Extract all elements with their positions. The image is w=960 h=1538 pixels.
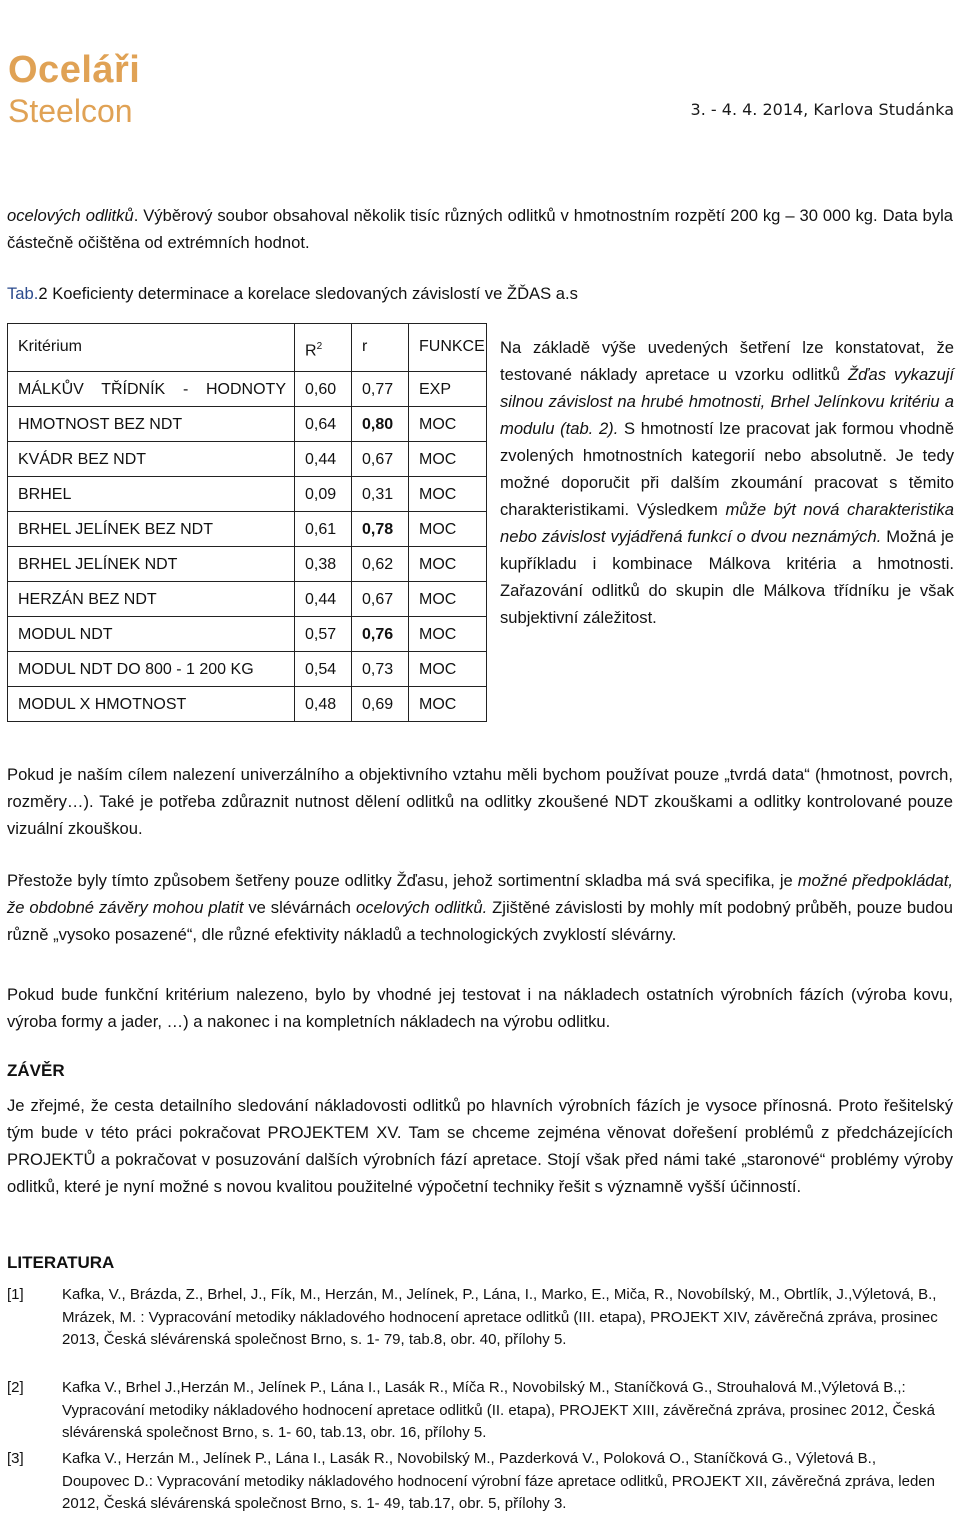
- cell-r2: 0,09: [295, 477, 352, 512]
- para2-d-italic: ocelových odlitků.: [355, 898, 488, 917]
- side-text-3: S hmotností lze pracovat jak formou vhodně zvolených hmotnostních kategorií nebo absolutně. Je tedy možné doporučit při dalším zkoumání pracovat s těmito charakteristikami. Výsledkem: [500, 419, 954, 519]
- table-caption-prefix: Tab.: [7, 284, 39, 303]
- table-row: [8, 582, 487, 617]
- cell-function: MOC: [409, 617, 487, 652]
- conclusion-paragraph: Je zřejmé, že cesta detailního sledování nákladovosti odlitků po hlavních výrobních fázích je vysoce přínosná. Proto řešitelský tým bude v této práci pokračovat PROJEKTEM XV. Tam se chceme zejména věnovat dořešení problémů z předcházejících PROJEKTŮ a pokračovat v posuzování dalších výrobních fází apretace. Stojí však před námi také „staronové“ problémy výroby odlitků, které je nyní možné s novou kvalitou použitelné výpočetní techniky řešit s významně vyšší účinností.: [7, 1096, 953, 1196]
- header-function: FUNKCE: [409, 324, 487, 372]
- conference-logo: [8, 6, 148, 129]
- literature-heading: LITERATURA: [7, 1253, 115, 1272]
- cell-r: 0,78: [352, 512, 409, 547]
- paragraph-functional-criterion: Pokud bude funkční kritérium nalezeno, bylo by vhodné jej testovat i na nákladech ostatních výrobních fázích (výroba kovu, výroba formy a jader, …) a nakonec i na kompletních nákladech na výrobu odlitku.: [7, 985, 953, 1031]
- reference-number: [2]: [7, 1379, 24, 1396]
- logo-line-steelcon: Steelcon: [8, 93, 133, 129]
- reference-text: Kafka V., Brhel J.,Herzán M., Jelínek P., Lána I., Lasák R., Míča R., Novobilský M., Staníčková G., Strouhalová M.,Výletová B.,: Vypracování metodiky nákladového hodnocení apretace odlitků (II. etapa), PROJEKT XIII, závěrečná zpráva, prosinec 2012, Česká slévárenská společnost Brno, s. 1- 60, tab.13, obr. 16, přílohy 5.: [62, 1379, 935, 1441]
- cell-r: 0,80: [352, 407, 409, 442]
- header-r: r: [352, 324, 409, 372]
- side-text-1: Na základě výše uvedených šetření lze konstatovat, že testované náklady apretace u vzorku odlitků: [500, 338, 954, 384]
- cell-r: 0,77: [352, 372, 409, 407]
- cell-criterion: HMOTNOST BEZ NDT: [8, 407, 295, 442]
- cell-criterion: BRHEL JELÍNEK BEZ NDT: [8, 512, 295, 547]
- table-row: [8, 442, 487, 477]
- cell-r: 0,31: [352, 477, 409, 512]
- cell-r: 0,62: [352, 547, 409, 582]
- intro-text: . Výběrový soubor obsahoval několik tisíc různých odlitků v hmotnostním rozpětí 200 kg – 30 000 kg. Data byla částečně očištěna od extrémních hodnot.: [7, 206, 953, 252]
- cell-r2: 0,44: [295, 442, 352, 477]
- cell-function: MOC: [409, 652, 487, 687]
- cell-r2: 0,60: [295, 372, 352, 407]
- side-text-4-italic: může být nová charakteristika nebo závislost vyjádřená funkcí o dvou neznámých.: [500, 500, 954, 546]
- cell-r2: 0,38: [295, 547, 352, 582]
- cell-r: 0,73: [352, 652, 409, 687]
- cell-r2: 0,64: [295, 407, 352, 442]
- cell-criterion: MODUL NDT DO 800 - 1 200 KG: [8, 652, 295, 687]
- cell-function: MOC: [409, 442, 487, 477]
- cell-r: 0,67: [352, 582, 409, 617]
- side-text-5: Možná je kupříkladu i kombinace Málkova kritéria a hmotnosti. Zařazování odlitků do skupin dle Málkova třídníku je však subjektivní záležitost.: [500, 527, 954, 627]
- logo-line-oceląri: Oceláři: [8, 49, 141, 91]
- paragraph-hard-data: Pokud je naším cílem nalezení univerzálního a objektivního vztahu měli bychom používat pouze „tvrdá data“ (hmotnost, povrch, rozměry…). Také je potřeba zdůraznit nutnost dělení odlitků na odlitky zkoušené NDT zkouškami a odlitky kontrolované pouze vizuální zkouškou.: [7, 765, 953, 838]
- table-row: [8, 687, 487, 722]
- cell-function: MOC: [409, 477, 487, 512]
- intro-paragraph: [7, 202, 953, 256]
- reference-item: [7, 1377, 953, 1447]
- cell-criterion: MODUL NDT: [8, 617, 295, 652]
- cell-criterion: BRHEL JELÍNEK NDT: [8, 547, 295, 582]
- cell-r2: 0,57: [295, 617, 352, 652]
- table-row: [8, 407, 487, 442]
- table-row: [8, 477, 487, 512]
- cell-r: 0,69: [352, 687, 409, 722]
- header-r2: [295, 324, 352, 372]
- cell-criterion: HERZÁN BEZ NDT: [8, 582, 295, 617]
- cell-function: MOC: [409, 512, 487, 547]
- reference-text: Kafka V., Herzán M., Jelínek P., Lána I., Lasák R., Novobilský M., Pazderková V., Poloková O., Staníčková G., Výletová B., Doupovec D.: Vypracování metodiky nákladového hodnocení výrobní fáze apretace odlitků, PROJEKT XII, závěrečná zpráva, leden 2012, Česká slévárenská společnost Brno, s. 1- 49, tab.17, obr. 5, přílohy 3.: [62, 1450, 935, 1512]
- side-text-2-italic: Žďas vykazují silnou závislost na hrubé hmotnosti, Brhel Jelínkovu kritériu a modulu (tab. 2).: [500, 365, 954, 438]
- table-header-row: [8, 324, 487, 372]
- cell-criterion: MÁLKŮV TŘÍDNÍK - HODNOTY: [8, 372, 295, 407]
- cell-r: 0,76: [352, 617, 409, 652]
- table-caption-number: 2: [38, 284, 48, 303]
- cell-criterion: BRHEL: [8, 477, 295, 512]
- header-criterion: Kritérium: [8, 324, 295, 372]
- para2-e: Zjištěné závislosti by mohly mít podobný průběh, pouze budou různě „vysoko posazené“, dle různé efektivity nákladů a technologických zvyklostí slévárny.: [7, 898, 953, 944]
- cell-function: MOC: [409, 687, 487, 722]
- cell-criterion: MODUL X HMOTNOST: [8, 687, 295, 722]
- table-caption-text: Koeficienty determinace a korelace sledovaných závislostí ve ŽĎAS a.s: [47, 284, 578, 303]
- intro-italic: ocelových odlitků: [7, 206, 134, 225]
- table-row: [8, 617, 487, 652]
- para2-b-italic: možné předpokládat, že obdobné závěry mohou platit: [7, 871, 953, 917]
- table-row: [8, 512, 487, 547]
- cell-r2: 0,61: [295, 512, 352, 547]
- cell-function: MOC: [409, 407, 487, 442]
- reference-item: [7, 1284, 953, 1374]
- table-row: [8, 372, 487, 407]
- cell-r2: 0,48: [295, 687, 352, 722]
- reference-item: [7, 1448, 953, 1538]
- cell-r: 0,67: [352, 442, 409, 477]
- cell-r2: 0,44: [295, 582, 352, 617]
- reference-number: [3]: [7, 1450, 24, 1467]
- header-r2-sup: 2: [316, 341, 323, 352]
- table-caption: [7, 280, 953, 307]
- conclusion-heading: ZÁVĚR: [7, 1061, 65, 1080]
- paragraph-zdas: [7, 867, 953, 948]
- header-date: 3. - 4. 4. 2014, Karlova Studánka: [690, 100, 954, 119]
- cell-function: MOC: [409, 582, 487, 617]
- table-row: [8, 652, 487, 687]
- cell-function: EXP: [409, 372, 487, 407]
- header-r2-base: R: [305, 342, 317, 360]
- para2-c: ve slévárnách: [243, 898, 356, 917]
- reference-text: Kafka, V., Brázda, Z., Brhel, J., Fík, M., Herzán, M., Jelínek, P., Lána, I., Marko, E., Miča, R., Novobílský, M., Obrtlík, J.,Výletová, B., Mrázek, M. : Vypracování metodiky nákladového hodnocení apretace odlitků (III. etapa), PROJEKT XIV, závěrečná zpráva, prosinec 2013, Česká slévárenská společnost Brno, s. 1- 79, tab.8, obr. 40, přílohy 5.: [62, 1286, 938, 1348]
- coefficients-table: [7, 323, 487, 722]
- para2-a: Přestože byly tímto způsobem šetřeny pouze odlitky Žďasu, jehož sortimentní skladba má svá specifika, je: [7, 871, 798, 890]
- cell-function: MOC: [409, 547, 487, 582]
- cell-r2: 0,54: [295, 652, 352, 687]
- side-paragraph: [500, 334, 954, 631]
- reference-number: [1]: [7, 1286, 24, 1303]
- cell-criterion: KVÁDR BEZ NDT: [8, 442, 295, 477]
- table-row: [8, 547, 487, 582]
